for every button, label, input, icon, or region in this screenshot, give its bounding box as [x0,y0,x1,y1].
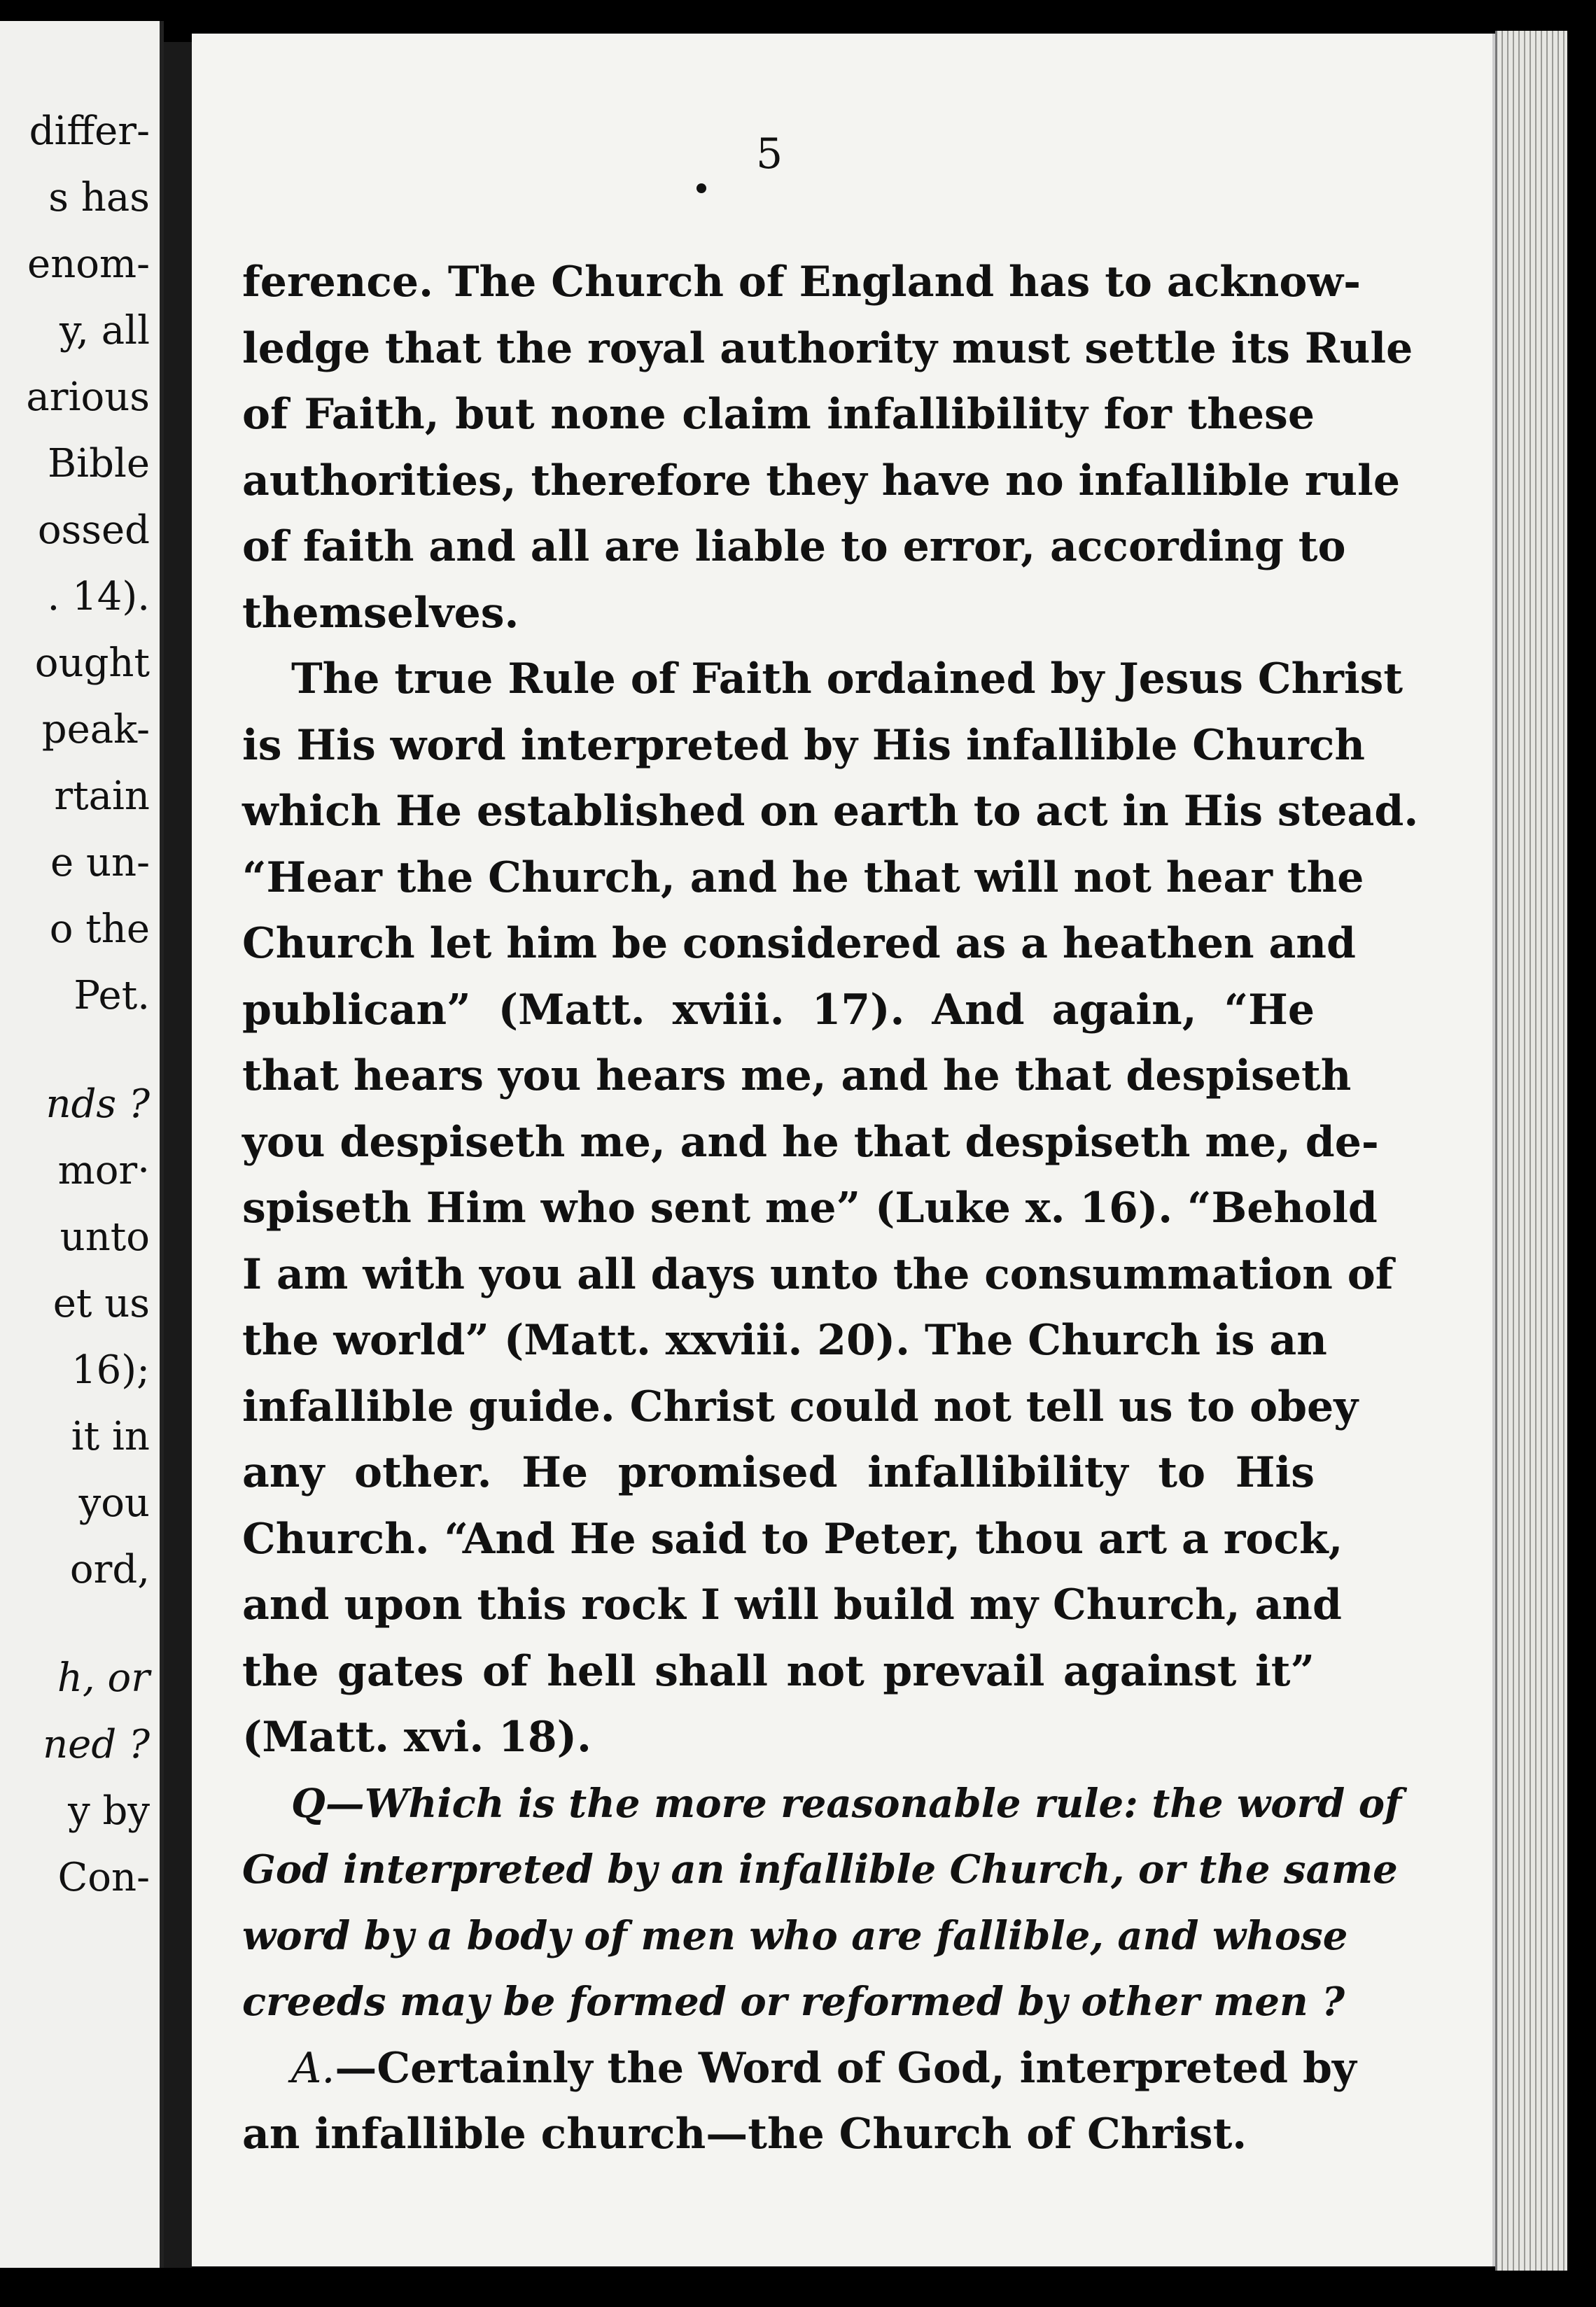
left-page-fragment: Pet. [74,973,150,1018]
left-page-fragment: y by [68,1788,150,1834]
left-page-fragment: Bible [48,441,150,486]
left-page-fragment: ossed [37,507,150,553]
body-line [242,2035,1357,2102]
body-line: of faith and all are liable to error, according to [242,522,1346,571]
body-line: I am with you all days unto the consummation of [242,1249,1394,1299]
body-line: is His word interpreted by His infallible Church [242,720,1366,770]
body-line: God interpreted by an infallible Church, or the same [242,1846,1398,1893]
left-page-fragment: arious [26,374,150,420]
left-page-fragment: you [78,1480,150,1526]
answer-marker: A. [291,2043,335,2093]
left-page-fragment: mor· [57,1148,150,1193]
left-page-fragment: differ- [29,108,150,154]
body-line: the gates of hell shall not prevail against it” [242,1646,1315,1696]
ink-dot [696,183,706,193]
left-page-fragment: h, or [57,1655,150,1701]
left-page-fragment: ord, [69,1547,150,1592]
left-page-fragment: nds ? [46,1081,150,1127]
left-page-fragment: unto [59,1214,150,1260]
book-gutter [164,42,192,2268]
left-page-fragment: y, all [59,308,150,353]
left-page-fragment: it in [71,1414,150,1459]
left-page-fragment: ought [34,640,150,686]
body-line: The true Rule of Faith ordained by Jesus Christ [291,654,1404,703]
body-line: word by a body of men who are fallible, and whose [242,1912,1348,1959]
left-page-fragment: enom- [27,241,150,287]
left-page-fragment: peak- [41,707,150,752]
previous-page-edge [0,21,164,2268]
left-page-fragment: 16); [71,1347,150,1393]
body-line: of Faith, but none claim infallibility for these [242,390,1315,439]
body-line: Church. “And He said to Peter, thou art a rock, [242,1514,1343,1564]
body-line: authorities, therefore they have no infallible rule [242,456,1401,505]
page-body [242,249,1419,2168]
body-line: infallible guide. Christ could not tell us to obey [242,1382,1359,1431]
body-line: you despiseth me, and he that despiseth me, de- [242,1117,1379,1167]
left-page-fragment: o the [49,906,150,952]
body-line: that hears you hears me, and he that despiseth [242,1051,1352,1100]
body-line: spiseth Him who sent me” (Luke x. 16). “Behold [242,1184,1378,1233]
body-line: creeds may be formed or reformed by other men ? [242,1979,1345,2025]
body-line: “Hear the Church, and he that will not hear the [242,853,1364,902]
body-line: ference. The Church of England has to acknow- [242,258,1361,307]
left-page-fragment: et us [52,1281,150,1326]
body-line: an infallible church—the Church of Christ. [242,2110,1247,2159]
page-number: 5 [756,129,783,178]
left-page-fragment: ned ? [43,1722,150,1767]
left-page-fragment: . 14). [47,574,150,619]
left-page-fragment: rtain [54,773,150,819]
left-page-fragment: e un- [50,840,150,885]
answer-text: —Certainly the Word of God, interpreted by [335,2043,1357,2093]
body-line: (Matt. xvi. 18). [242,1713,592,1762]
left-page-fragment: s has [48,175,150,220]
body-line: and upon this rock I will build my Church, and [242,1580,1342,1629]
body-line: which He established on earth to act in His stead. [242,787,1419,836]
body-line: themselves. [242,588,519,638]
left-page-fragment: Con- [57,1855,150,1900]
body-line: publican” (Matt. xviii. 17). And again, “He [242,985,1315,1035]
body-line: Church let him be considered as a heathen and [242,919,1356,968]
body-line: Q—Which is the more reasonable rule: the word of [291,1780,1402,1827]
body-line: any other. He promised infallibility to His [242,1448,1315,1497]
body-line: the world” (Matt. xxviii. 20). The Church is an [242,1316,1327,1365]
page-edges [1495,31,1567,2271]
body-line: ledge that the royal authority must settle its Rule [242,323,1413,373]
